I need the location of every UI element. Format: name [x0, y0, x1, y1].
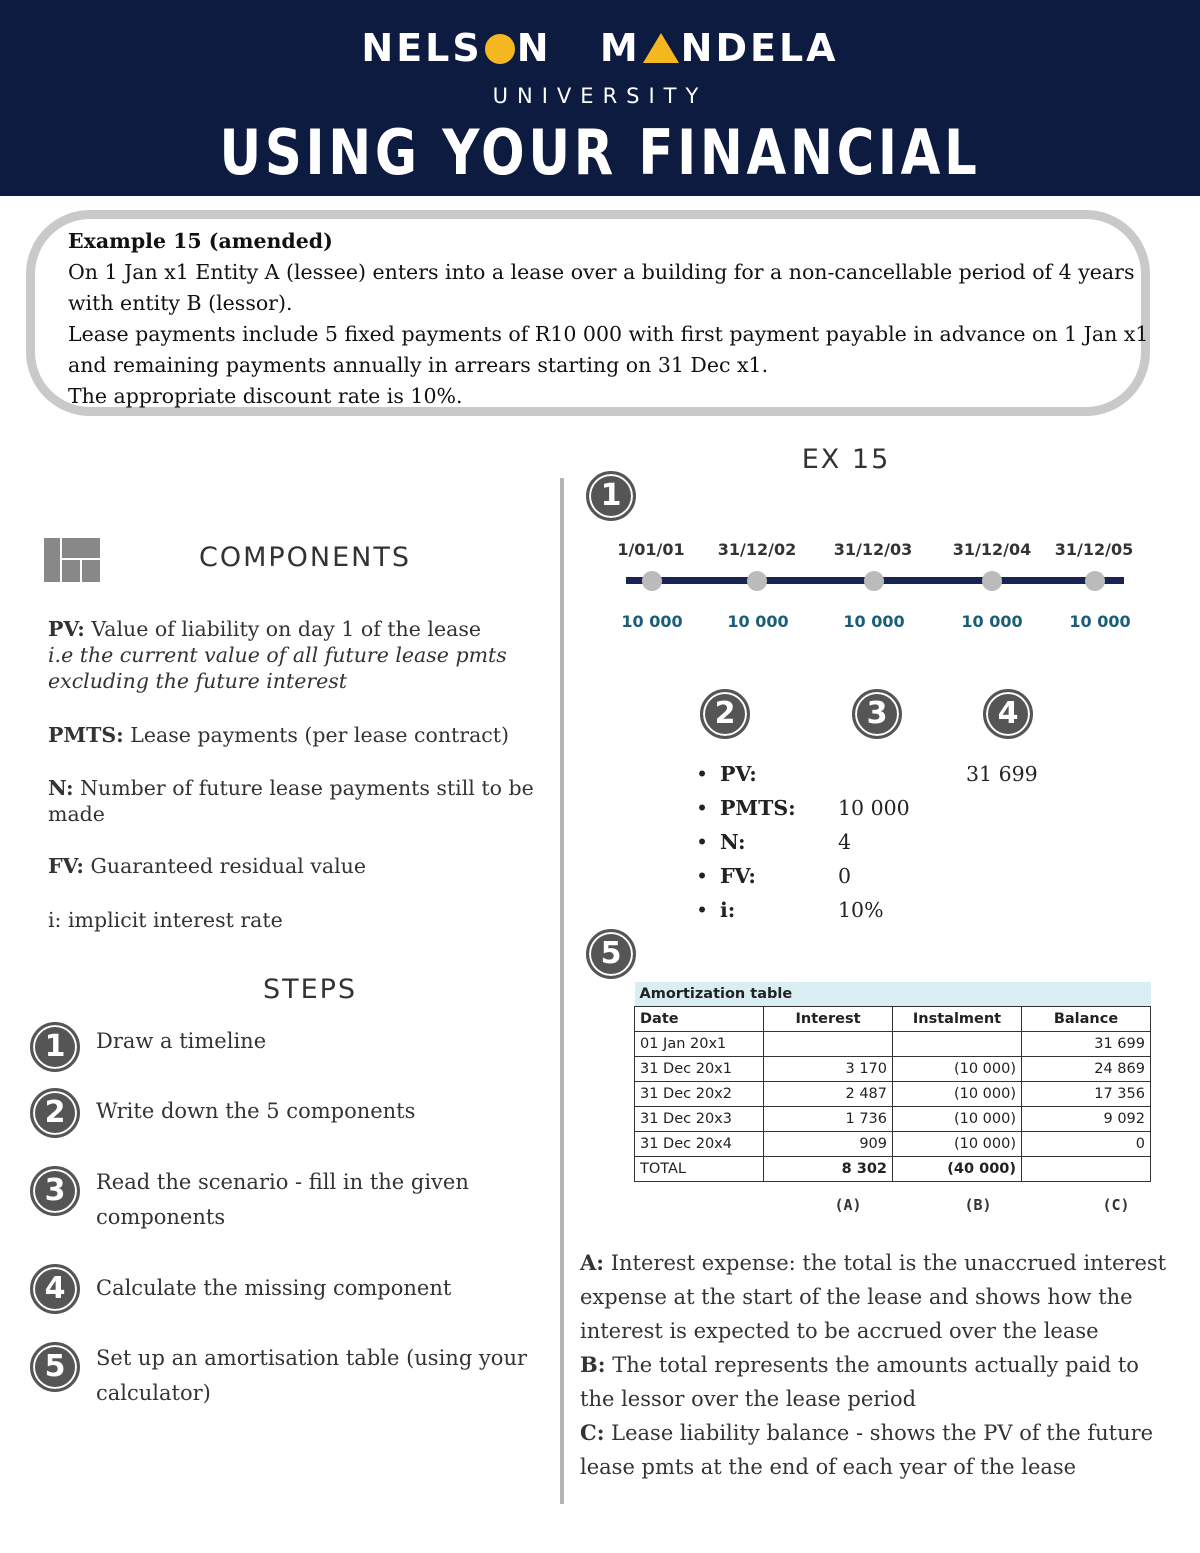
pv-calculated: 31 699 [966, 762, 1038, 786]
timeline-dot [1085, 571, 1105, 591]
logo-university: UNIVERSITY [492, 84, 708, 108]
column-mark-a: (A) [834, 1196, 862, 1214]
step-number-5-icon: 5 [30, 1342, 80, 1392]
component-i: i: implicit interest rate [48, 908, 283, 932]
value-row-fv: • FV: 0 [696, 864, 852, 888]
timeline-dot [747, 571, 767, 591]
note-a: A: Interest expense: the total is the unaccrued interest expense at the start of the lease and shows how the interest is expected to be accrued over the lease [580, 1250, 1167, 1343]
table-total-row: TOTAL 8 302 (40 000) [635, 1157, 1151, 1182]
sun-icon [485, 34, 515, 64]
badge-2-icon: 2 [700, 689, 750, 739]
column-header: Interest [764, 1007, 893, 1032]
badge-4-icon: 4 [983, 689, 1033, 739]
components-heading: COMPONENTS [198, 542, 412, 573]
timeline-amount: 10 000 [843, 612, 905, 631]
value-row-i: • i: 10% [696, 898, 884, 922]
step-text: Draw a timeline [96, 1029, 267, 1053]
amortization-table [634, 982, 1151, 1182]
table-row: 31 Dec 20x4 909 (10 000) 0 [635, 1132, 1151, 1157]
timeline-amount: 10 000 [621, 612, 683, 631]
page-title: USING YOUR FINANCIAL CALCULATOR [219, 116, 981, 262]
timeline-dot [642, 571, 662, 591]
example-label: EX 15 [801, 444, 891, 475]
column-header: Balance [1022, 1007, 1151, 1032]
example-line: Lease payments include 5 fixed payments of R10 000 with first payment payable in advance on 1 Jan x1 and remaining payments annually in arrears starting on 31 Dec x1. [68, 322, 1149, 377]
timeline-dot [864, 571, 884, 591]
logo-word-nelson: NELS N [361, 26, 552, 70]
table-caption: Amortization table [635, 982, 1151, 1007]
column-mark-b: (B) [964, 1196, 992, 1214]
table-notes [580, 1246, 1180, 1484]
step-number-2-icon: 2 [30, 1088, 80, 1138]
logo-word-mandela: M NDELA [599, 26, 839, 70]
value-row-pmts: • PMTS: 10 000 [696, 796, 910, 820]
step-text: Set up an amortisation table (using your calculator) [96, 1346, 528, 1405]
badge-5-icon: 5 [586, 929, 636, 979]
step-number-4-icon: 4 [30, 1264, 80, 1314]
table-row: 31 Dec 20x1 3 170 (10 000) 24 869 [635, 1057, 1151, 1082]
steps-heading: STEPS [262, 974, 358, 1005]
timeline-date: 31/12/03 [833, 540, 913, 559]
step-number-1-icon: 1 [30, 1022, 80, 1072]
table-row: 01 Jan 20x1 31 699 [635, 1032, 1151, 1057]
note-c: C: Lease liability balance - shows the PV of the future lease pmts at the end of each year of the lease [580, 1420, 1154, 1479]
university-logo [0, 26, 1200, 70]
value-row-n: • N: 4 [696, 830, 852, 854]
component-n: N: Number of future lease payments still to be made [48, 776, 534, 826]
step-text: Calculate the missing component [96, 1276, 452, 1300]
triangle-icon [643, 33, 679, 63]
column-header: Date [635, 1007, 764, 1032]
step-number-3-icon: 3 [30, 1166, 80, 1216]
example-line: The appropriate discount rate is 10%. [68, 384, 463, 408]
value-row-pv: • PV: 31 699 [696, 762, 1038, 786]
timeline-date: 31/12/02 [717, 540, 797, 559]
example-title: Example 15 (amended) [68, 229, 333, 253]
timeline-date: 1/01/01 [617, 540, 685, 559]
column-divider [560, 478, 564, 1504]
note-b: B: The total represents the amounts actually paid to the lessor over the lease period [580, 1352, 1139, 1411]
component-fv: FV: Guaranteed residual value [48, 854, 366, 878]
table-row: 31 Dec 20x2 2 487 (10 000) 17 356 [635, 1082, 1151, 1107]
component-pv: PV: Value of liability on day 1 of the lease i.e the current value of all future lease pmts excluding the future interest [48, 617, 507, 693]
example-text [68, 226, 1158, 412]
column-mark-c: (C) [1102, 1196, 1130, 1214]
badge-3-icon: 3 [852, 689, 902, 739]
component-pmts: PMTS: Lease payments (per lease contract) [48, 723, 510, 747]
timeline-amount: 10 000 [961, 612, 1023, 631]
timeline-date: 31/12/04 [952, 540, 1032, 559]
table-row: 31 Dec 20x3 1 736 (10 000) 9 092 [635, 1107, 1151, 1132]
example-line: On 1 Jan x1 Entity A (lessee) enters into a lease over a building for a non-cancellable period of 4 years with entity B (lessor). [68, 260, 1135, 315]
column-header: Instalment [893, 1007, 1022, 1032]
timeline-amount: 10 000 [727, 612, 789, 631]
timeline-amount: 10 000 [1069, 612, 1131, 631]
layout-grid-icon [44, 538, 100, 582]
timeline-date: 31/12/05 [1054, 540, 1134, 559]
step-text: Read the scenario - fill in the given components [96, 1170, 469, 1229]
badge-1-icon: 1 [586, 471, 636, 521]
timeline-dot [982, 571, 1002, 591]
step-text: Write down the 5 components [96, 1099, 416, 1123]
